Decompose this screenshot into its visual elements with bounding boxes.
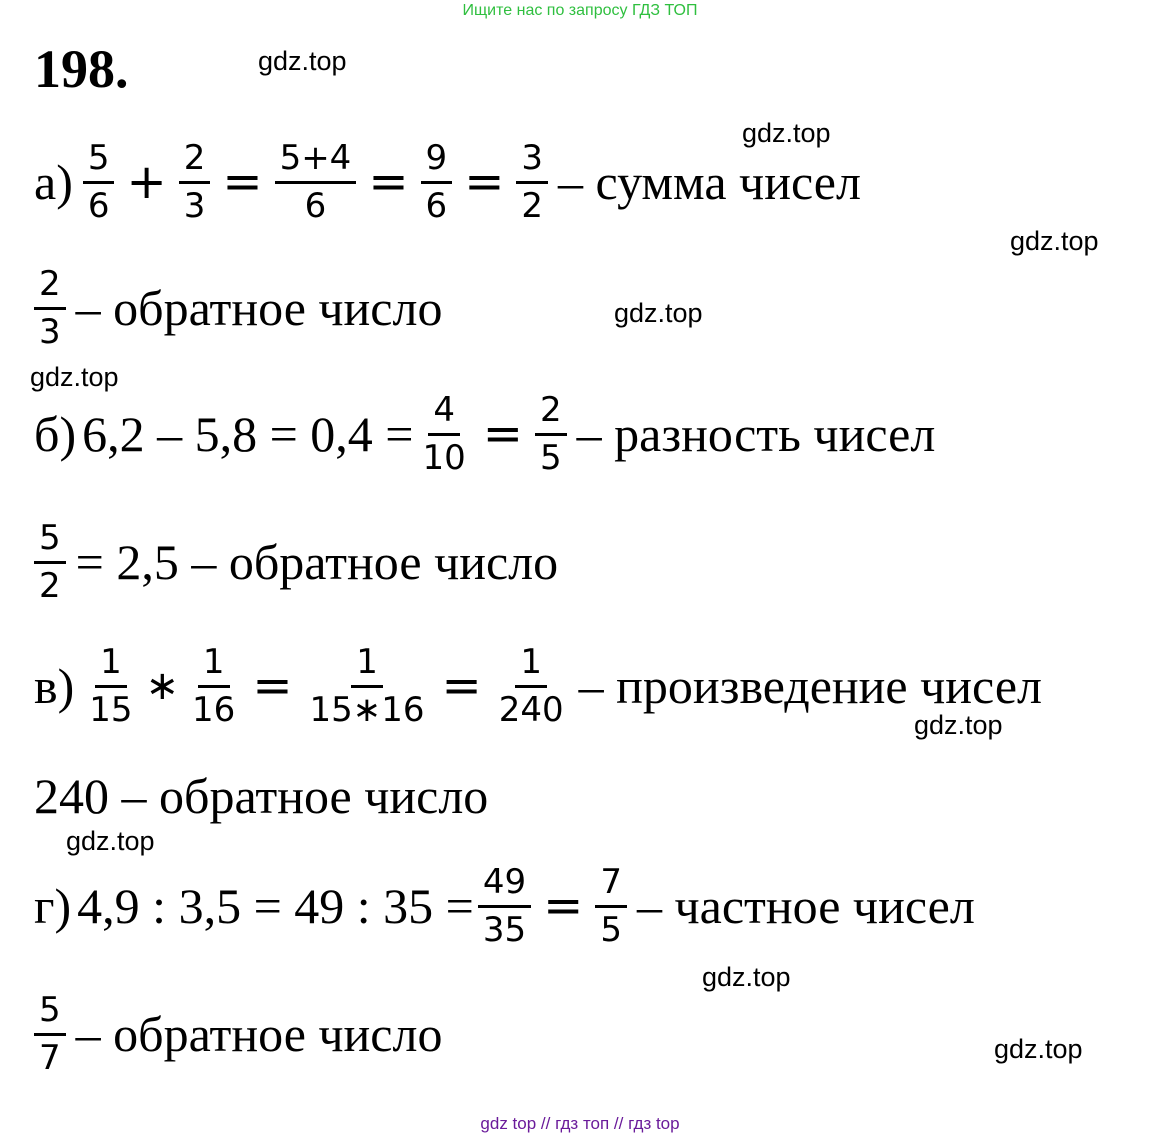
fraction: $\frac{1}{240}$ bbox=[498, 642, 564, 730]
fraction: $\frac{1}{16}$ bbox=[192, 642, 236, 730]
fraction: $\frac{2}{5}$ bbox=[535, 391, 567, 476]
fraction: $\frac{9}{6}$ bbox=[421, 139, 453, 224]
fraction: $\frac{2}{3}$ bbox=[179, 139, 211, 224]
equals-sign: = bbox=[543, 878, 584, 934]
part-v-inverse-line bbox=[34, 750, 488, 842]
part-a-inverse-text: – обратное число bbox=[75, 280, 443, 336]
times-sign: ∗ bbox=[145, 663, 180, 709]
watermark: gdz.top bbox=[702, 962, 791, 992]
part-b-label: б) bbox=[34, 406, 77, 462]
equals-sign: = bbox=[441, 658, 482, 714]
part-a-line bbox=[34, 136, 861, 228]
watermark: gdz.top bbox=[614, 298, 703, 328]
fraction: $\frac{5}{2}$ bbox=[34, 519, 66, 604]
plus-sign: + bbox=[126, 154, 167, 210]
part-v-inverse-text: 240 – обратное число bbox=[34, 768, 489, 824]
equals-sign: = bbox=[482, 406, 523, 462]
fraction: $\frac{5}{7}$ bbox=[34, 991, 66, 1076]
part-g-inverse-line bbox=[34, 988, 442, 1080]
watermark: gdz.top bbox=[66, 826, 155, 856]
fraction: $\frac{49}{35}$ bbox=[478, 863, 531, 948]
fraction: $\frac{5}{6}$ bbox=[83, 139, 115, 224]
equals-sign: = bbox=[252, 658, 293, 714]
problem-number: 198. bbox=[34, 39, 129, 99]
fraction: $\frac{1}{15∗16}$ bbox=[309, 642, 425, 730]
fraction: $\frac{3}{2}$ bbox=[516, 139, 548, 224]
part-b-expression: 6,2 – 5,8 = 0,4 = bbox=[82, 406, 414, 462]
fraction: $\frac{5+4}{6}$ bbox=[275, 139, 357, 224]
part-v-line bbox=[34, 640, 1042, 732]
fraction: $\frac{2}{3}$ bbox=[34, 265, 66, 350]
part-v-label: в) bbox=[34, 658, 75, 714]
part-a-label: а) bbox=[34, 154, 73, 210]
equals-sign: = bbox=[464, 154, 505, 210]
part-g-line bbox=[34, 860, 975, 952]
part-g-text: – частное чисел bbox=[636, 878, 975, 934]
part-b-inverse-line bbox=[34, 516, 558, 608]
watermark: gdz.top bbox=[914, 710, 1003, 740]
part-a-inverse-line bbox=[34, 262, 442, 354]
watermark: gdz.top bbox=[994, 1034, 1083, 1064]
part-g-label: г) bbox=[34, 878, 72, 934]
part-g-expression: 4,9 : 3,5 = 49 : 35 = bbox=[77, 878, 474, 934]
watermark: gdz.top bbox=[258, 46, 347, 76]
equals-sign: = bbox=[368, 154, 409, 210]
part-v-text: – произведение чисел bbox=[578, 658, 1042, 714]
top-banner: Ищите нас по запросу ГДЗ ТОП bbox=[462, 2, 698, 19]
watermark: gdz.top bbox=[742, 118, 831, 148]
equals-sign: = bbox=[222, 154, 263, 210]
fraction: $\frac{7}{5}$ bbox=[595, 863, 627, 948]
fraction: $\frac{4}{10}$ bbox=[422, 390, 466, 478]
watermark: gdz.top bbox=[30, 362, 119, 392]
part-b-text: – разность чисел bbox=[576, 406, 936, 462]
part-b-line bbox=[34, 388, 935, 480]
part-a-text: – сумма чисел bbox=[558, 154, 861, 210]
part-g-inverse-text: – обратное число bbox=[75, 1006, 443, 1062]
part-b-inverse-text: = 2,5 – обратное число bbox=[75, 534, 559, 590]
bottom-banner: gdz top // гдз топ // гдз top bbox=[480, 1114, 680, 1133]
fraction: $\frac{1}{15}$ bbox=[89, 642, 133, 730]
watermark: gdz.top bbox=[1010, 226, 1099, 256]
